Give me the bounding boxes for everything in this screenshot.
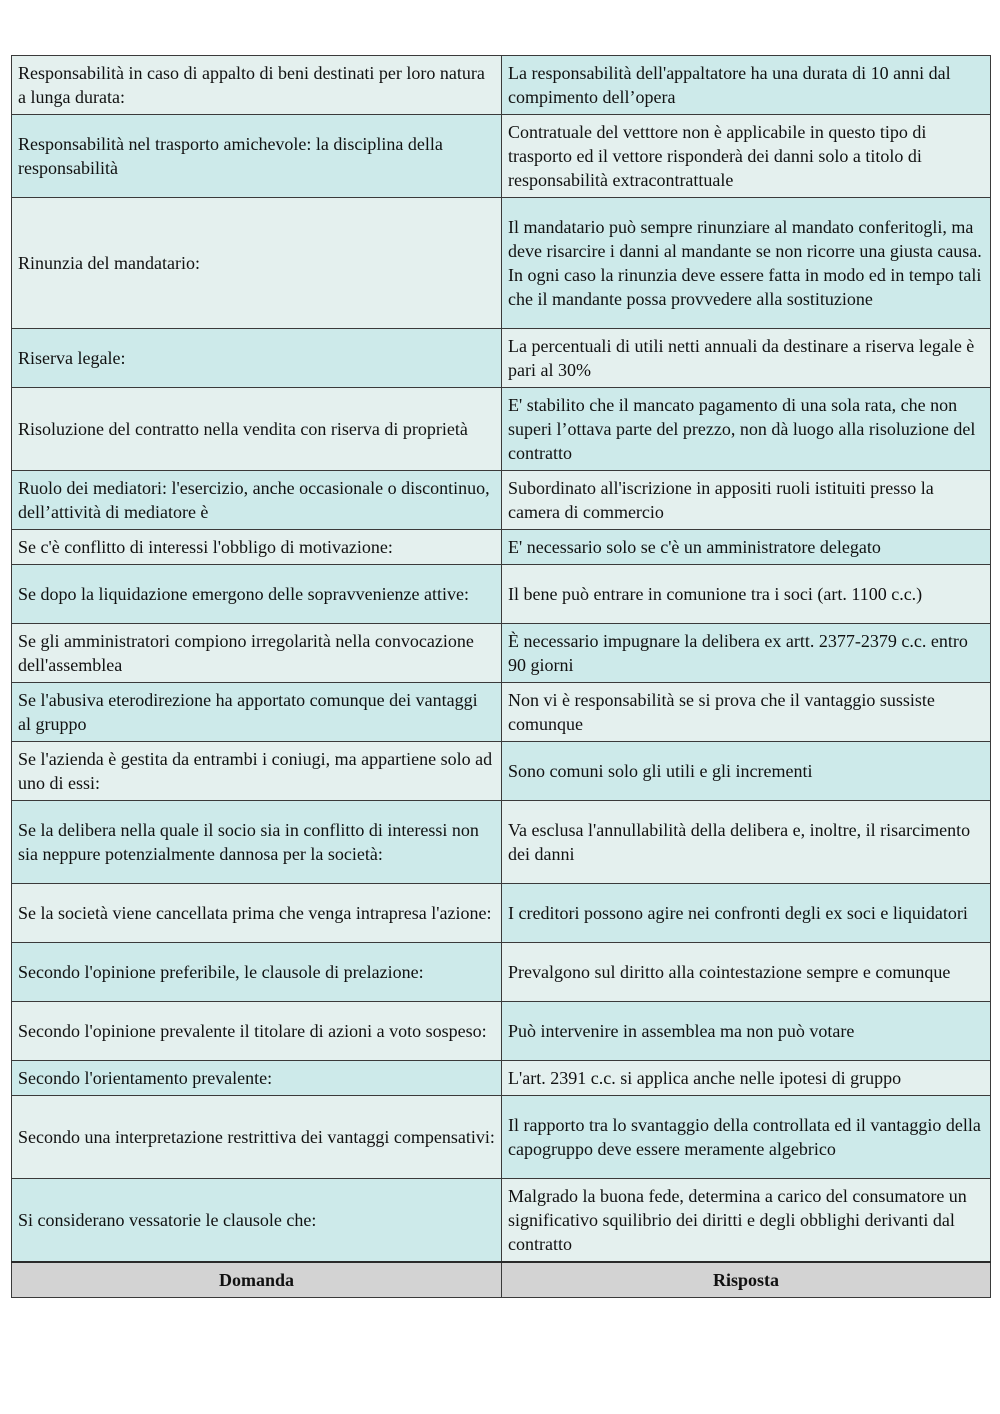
question-cell: Si considerano vessatorie le clausole che: <box>12 1179 502 1263</box>
question-cell: Rinunzia del mandatario: <box>12 198 502 329</box>
question-cell: Responsabilità nel trasporto amichevole: la disciplina della responsabilità <box>12 115 502 198</box>
table-row <box>12 742 991 801</box>
question-cell: Se la delibera nella quale il socio sia in conflitto di interessi non sia neppure potenzialmente dannosa per la società: <box>12 801 502 884</box>
table-row <box>12 1061 991 1096</box>
question-cell: Secondo l'orientamento prevalente: <box>12 1061 502 1096</box>
question-cell: Riserva legale: <box>12 329 502 388</box>
table-row <box>12 1096 991 1179</box>
table-row <box>12 943 991 1002</box>
question-cell: Se gli amministratori compiono irregolarità nella convocazione dell'assemblea <box>12 624 502 683</box>
table-row <box>12 1002 991 1061</box>
answer-cell: Malgrado la buona fede, determina a carico del consumatore un significativo squilibrio dei diritti e degli obblighi derivanti dal contratto <box>502 1179 991 1263</box>
answer-cell: Il bene può entrare in comunione tra i soci (art. 1100 c.c.) <box>502 565 991 624</box>
table-row <box>12 683 991 742</box>
question-cell: Secondo una interpretazione restrittiva dei vantaggi compensativi: <box>12 1096 502 1179</box>
table-row <box>12 624 991 683</box>
question-cell: Se dopo la liquidazione emergono delle sopravvenienze attive: <box>12 565 502 624</box>
answer-column-header: Risposta <box>502 1262 991 1298</box>
table-row <box>12 565 991 624</box>
answer-cell: Contratuale del vetttore non è applicabile in questo tipo di trasporto ed il vettore risponderà dei danni solo a titolo di responsabilità extracontrattuale <box>502 115 991 198</box>
table-row <box>12 884 991 943</box>
question-cell: Se l'azienda è gestita da entrambi i coniugi, ma appartiene solo ad uno di essi: <box>12 742 502 801</box>
table-row <box>12 329 991 388</box>
question-cell: Se c'è conflitto di interessi l'obbligo di motivazione: <box>12 530 502 565</box>
answer-cell: Il mandatario può sempre rinunziare al mandato conferitogli, ma deve risarcire i danni al mandante se non ricorre una giusta causa. In ogni caso la rinunzia deve essere fatta in modo ed in tempo tali che il mandante possa provvedere alla sostituzione <box>502 198 991 329</box>
answer-cell: Il rapporto tra lo svantaggio della controllata ed il vantaggio della capogruppo deve essere meramente algebrico <box>502 1096 991 1179</box>
table-row <box>12 530 991 565</box>
question-cell: Risoluzione del contratto nella vendita con riserva di proprietà <box>12 388 502 471</box>
table-row <box>12 1179 991 1263</box>
answer-cell: La percentuali di utili netti annuali da destinare a riserva legale è pari al 30% <box>502 329 991 388</box>
qa-table <box>11 55 991 1298</box>
table-row <box>12 115 991 198</box>
question-cell: Ruolo dei mediatori: l'esercizio, anche occasionale o discontinuo, dell’attività di mediatore è <box>12 471 502 530</box>
question-cell: Secondo l'opinione preferibile, le clausole di prelazione: <box>12 943 502 1002</box>
answer-cell: Non vi è responsabilità se si prova che il vantaggio sussiste comunque <box>502 683 991 742</box>
question-column-header: Domanda <box>12 1262 502 1298</box>
table-row <box>12 198 991 329</box>
question-cell: Secondo l'opinione prevalente il titolare di azioni a voto sospeso: <box>12 1002 502 1061</box>
question-cell: Responsabilità in caso di appalto di beni destinati per loro natura a lunga durata: <box>12 56 502 115</box>
table-row <box>12 801 991 884</box>
table-row <box>12 471 991 530</box>
qa-table-body <box>12 56 991 1298</box>
question-cell: Se la società viene cancellata prima che venga intrapresa l'azione: <box>12 884 502 943</box>
answer-cell: E' stabilito che il mancato pagamento di una sola rata, che non superi l’ottava parte del prezzo, non dà luogo alla risoluzione del contratto <box>502 388 991 471</box>
table-header-row <box>12 1262 991 1298</box>
answer-cell: Subordinato all'iscrizione in appositi ruoli istituiti presso la camera di commercio <box>502 471 991 530</box>
table-row <box>12 56 991 115</box>
answer-cell: L'art. 2391 c.c. si applica anche nelle ipotesi di gruppo <box>502 1061 991 1096</box>
answer-cell: La responsabilità dell'appaltatore ha una durata di 10 anni dal compimento dell’opera <box>502 56 991 115</box>
answer-cell: Può intervenire in assemblea ma non può votare <box>502 1002 991 1061</box>
answer-cell: E' necessario solo se c'è un amministratore delegato <box>502 530 991 565</box>
answer-cell: I creditori possono agire nei confronti degli ex soci e liquidatori <box>502 884 991 943</box>
answer-cell: Va esclusa l'annullabilità della delibera e, inoltre, il risarcimento dei danni <box>502 801 991 884</box>
answer-cell: È necessario impugnare la delibera ex artt. 2377-2379 c.c. entro 90 giorni <box>502 624 991 683</box>
answer-cell: Sono comuni solo gli utili e gli incrementi <box>502 742 991 801</box>
answer-cell: Prevalgono sul diritto alla cointestazione sempre e comunque <box>502 943 991 1002</box>
table-row <box>12 388 991 471</box>
question-cell: Se l'abusiva eterodirezione ha apportato comunque dei vantaggi al gruppo <box>12 683 502 742</box>
